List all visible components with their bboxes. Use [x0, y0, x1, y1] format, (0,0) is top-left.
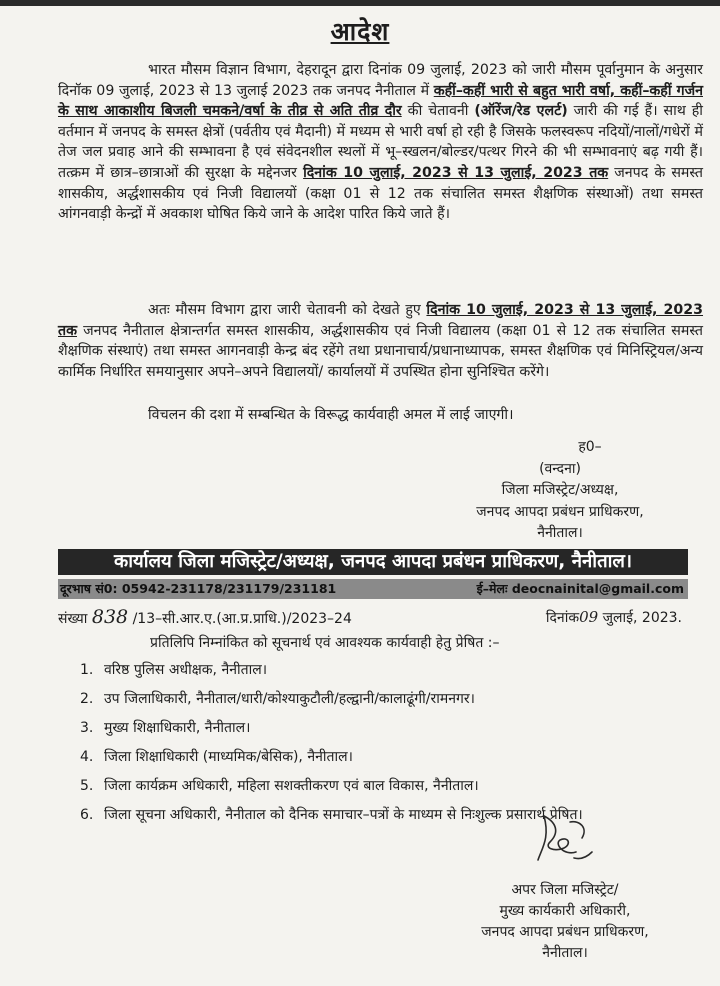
order-paragraph-1: भारत मौसम विज्ञान विभाग, देहरादून द्वारा दिनांक 09 जुलाई, 2023 को जारी मौसम पूर्वानुमान के अनुसार दिनॉक 09 जुलाई, 2023 से 13 जुलाई 2023 तक जनपद नैनीताल में कहीं–कहीं भारी से बहुत भारी वर्षा, कहीं–कहीं गर्जन के साथ आकाशीय बिजली चमकने/वर्षा के तीव्र से अति तीव्र दौर की चेतावनी (ऑरेंज/रेड एलर्ट) जारी की गई हैं। साथ ही वर्तमान में जनपद के समस्त क्षेत्रों (पर्वतीय एवं मैदानी) में मध्यम से भारी वर्षा हो रही है जिसके फलस्वरूप नदियों/नालों/गधेरों में तेज जल प्रवाह आने की सम्भावना है एवं संवेदनशील स्थलों में भू–स्खलन/बोल्डर/पत्थर गिरने की भी सम्भावनाएं बढ़ गयी हैं। तत्क्रम में छात्र–छात्राओं की सुरक्षा के मद्देनजर दिनांक 10 जुलाई, 2023 से 13 जुलाई, 2023 तक जनपद के समस्त शासकीय, अर्द्धशासकीय एवं निजी विद्यालयों (कक्षा 01 से 12 तक संचालित समस्त शैक्षणिक संस्थाओं) तथा समस्त आंगनवाड़ी केन्द्रों में अवकाश घोषित किये जाने के आदेश पारित किये जाते हैं। [58, 62, 703, 223]
warning-highlight: कहीं–कहीं भारी से बहुत भारी वर्षा, कहीं–कहीं गर्जन के साथ आकाशीय बिजली चमकने/वर्षा के तीव्र से अति तीव्र दौर [58, 82, 703, 120]
reference-number: 838 [91, 606, 129, 628]
order-paragraph-2: अतः मौसम विभाग द्वारा जारी चेतावनी को देखते हुए दिनांक 10 जुलाई, 2023 से 13 जुलाई, 2023 तक जनपद नैनीताल क्षेत्रान्तर्गत समस्त शासकीय, अर्द्धशासकीय एवं निजी विद्यालय (कक्षा 01 से 12 तक संचालित समस्त शैक्षणिक संस्थाएं) तथा समस्त आगनवाड़ी केन्द्र बंद रहेंगे तथा प्रधानाचार्य/प्रधानाध्यापक, समस्त शैक्षणिक एवं मिनिस्ट्रियल/अन्य कार्मिक निर्धारित समयानुसार अपने–अपने विद्यालयों/ कार्यालयों में उपस्थित होना सुनिश्चित करेंगे। [58, 302, 704, 380]
contact-strip [58, 579, 688, 599]
office-banner: कार्यालय जिला मजिस्ट्रेट/अध्यक्ष, जनपद आपदा प्रबंधन प्राधिकरण, नैनीताल। [58, 549, 688, 575]
alert-level: (ऑरेंज/रेड एलर्ट) [474, 103, 568, 120]
list-item: 5. जिला कार्यक्रम अधिकारी, महिला सशक्तीकरण एवं बाल विकास, नैनीताल। [80, 778, 479, 794]
holiday-dates: दिनांक 10 जुलाई, 2023 से 13 जुलाई, 2023 तक [303, 164, 609, 181]
list-item: 6. जिला सूचना अधिकारी, नैनीताल को दैनिक समाचार–पत्रों के माध्यम से निःशुल्क प्रसारार्थ प्रेषित। [80, 807, 583, 823]
recipient-list [80, 660, 705, 834]
order-title: आदेश [330, 17, 390, 46]
top-edge-bar [0, 0, 720, 6]
list-item: 1. वरिष्ठ पुलिस अधीक्षक, नैनीताल। [80, 662, 268, 678]
reference-line: संख्या 838 /13–सी.आर.ए.(आ.प्र.प्राधि.)/2023–24 दिनांक09 जुलाई, 2023. [58, 606, 682, 628]
order-paragraph-3: विचलन की दशा में सम्बन्धित के विरूद्ध कार्यवाही अमल में लाई जाएगी। [148, 407, 514, 423]
handwritten-signature [530, 808, 600, 868]
signed-mark: ह0– [578, 439, 602, 455]
closure-dates: दिनांक 10 जुलाई, 2023 से 13 जुलाई, 2023 तक [58, 302, 704, 339]
order-date: दिनांक09 जुलाई, 2023. [545, 608, 682, 626]
district-magistrate-signature-block: ह0– (वन्दना) जिला मजिस्ट्रेट/अध्यक्ष, जनपद आपदा प्रबंधन प्राधिकरण, नैनीताल। [430, 437, 690, 545]
signatory-name: (वन्दना) [539, 460, 581, 477]
list-item: 4. जिला शिक्षाधिकारी (माध्यमिक/बेसिक), नैनीताल। [80, 749, 353, 765]
list-item: 3. मुख्य शिक्षाधिकारी, नैनीताल। [80, 720, 251, 736]
copy-to-heading: प्रतिलिपि निम्नांकित को सूचनार्थ एवं आवश्यक कार्यवाही हेतु प्रेषित :– [150, 635, 500, 651]
additional-magistrate-signature-block: अपर जिला मजिस्ट्रेट/ मुख्य कार्यकारी अधिकारी, जनपद आपदा प्रबंधन प्राधिकरण, नैनीताल। [481, 882, 649, 961]
email-address: ई–मेलः deocnainital@gmail.com [476, 581, 684, 596]
list-item: 2. उप जिलाधिकारी, नैनीताल/धारी/कोश्याकुटौली/हल्द्वानी/कालाढूंगी/रामनगर। [80, 691, 475, 707]
phone-numbers: दूरभाष सं0: 05942-231178/231179/231181 [60, 581, 337, 596]
